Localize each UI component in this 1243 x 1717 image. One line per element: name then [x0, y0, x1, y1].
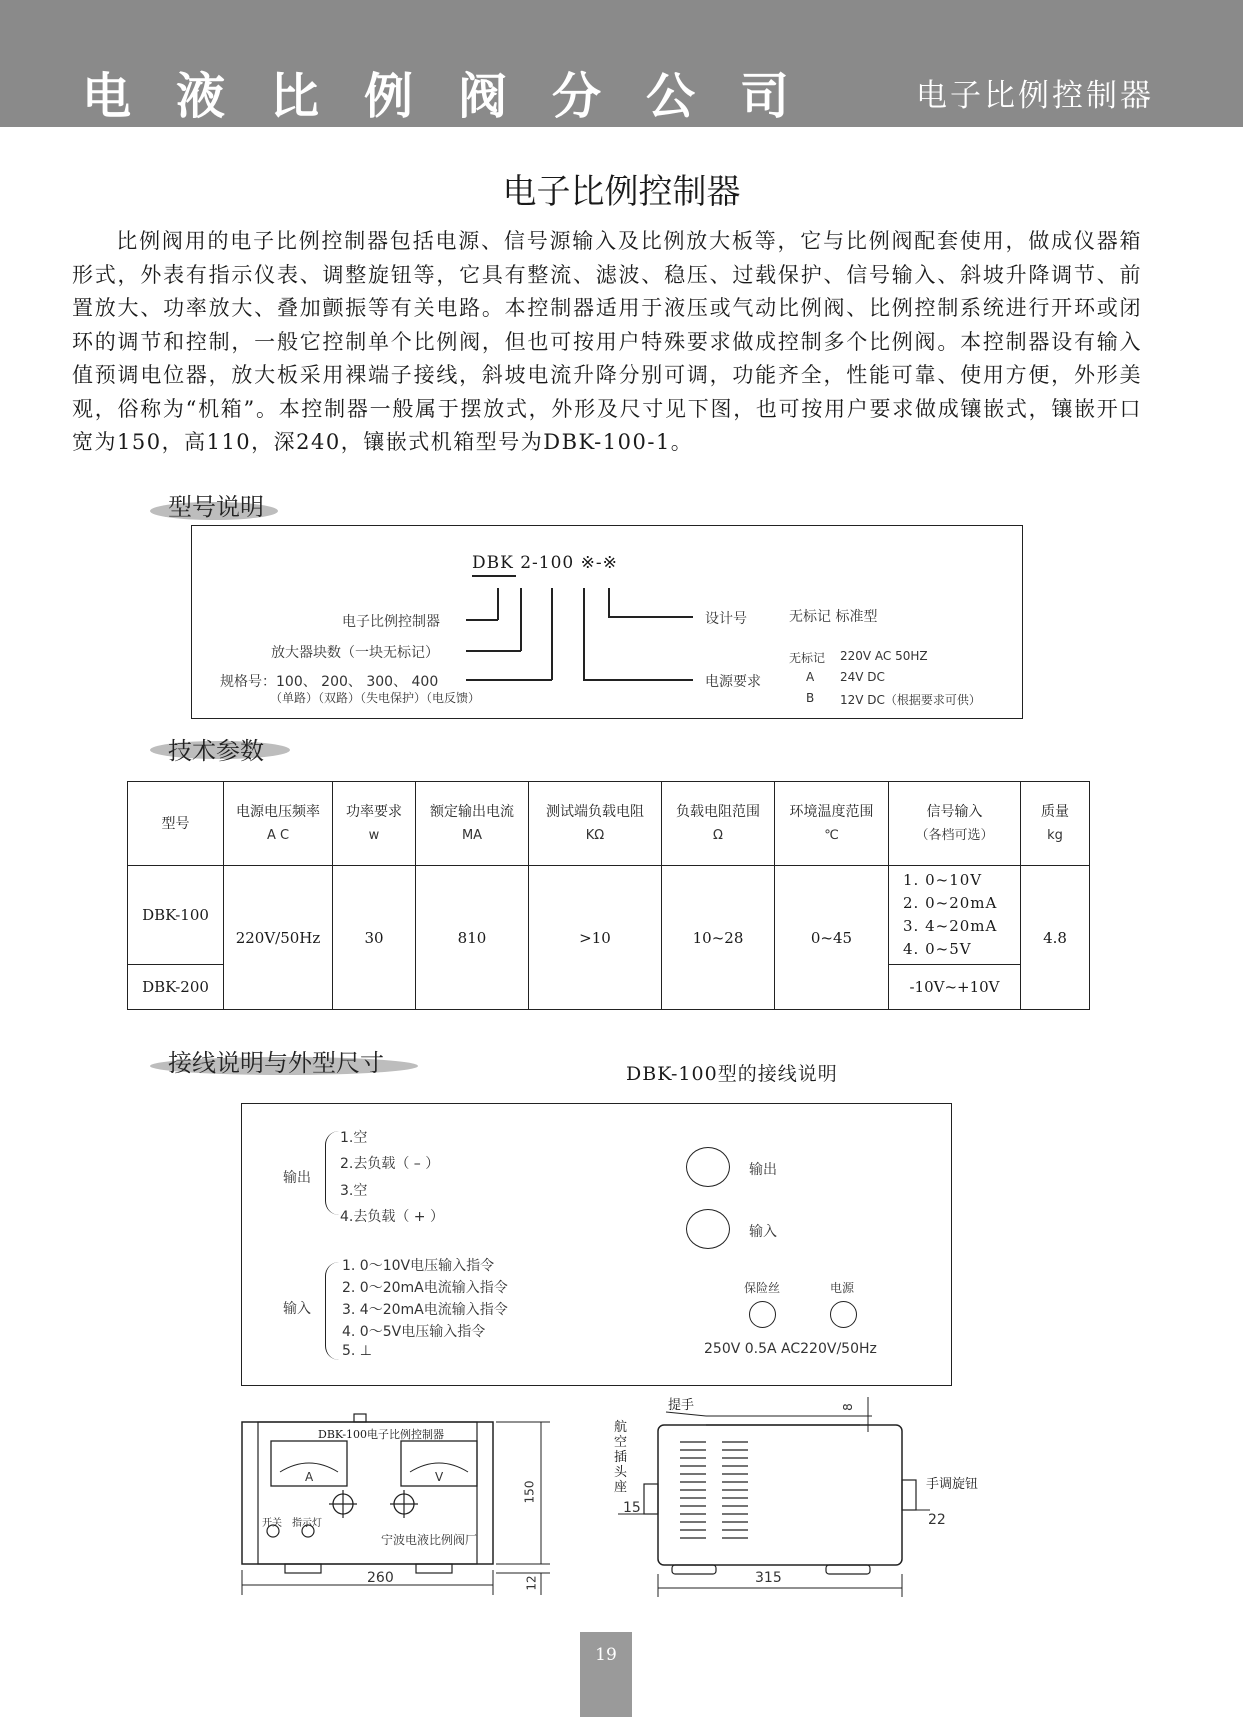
- power-cell: 30: [333, 866, 416, 1010]
- power-option-value: 12V DC（根据要求可供）: [840, 693, 981, 707]
- rating-text: 250V 0.5A AC220V/50Hz: [704, 1341, 877, 1357]
- model-cell: DBK-100: [128, 866, 224, 965]
- leader-line: [583, 588, 585, 680]
- power-option-code: B: [806, 691, 815, 705]
- side-width-dimension: 315: [755, 1570, 782, 1586]
- leader-line: [466, 679, 552, 681]
- output-item: 1.空: [340, 1130, 368, 1146]
- handle-label: 提手: [668, 1398, 695, 1413]
- leader-line: [520, 588, 522, 651]
- power-label: 电源要求: [705, 674, 761, 690]
- header-cell: 功率要求 w: [333, 782, 416, 866]
- test-resistance-cell: >10: [529, 866, 662, 1010]
- input-item: 4. 0～5V电压输入指令: [342, 1324, 486, 1340]
- model-cell: DBK-200: [128, 965, 224, 1010]
- model-item-controller: 电子比例控制器: [342, 614, 440, 630]
- output-socket-label: 输出: [749, 1162, 777, 1178]
- header-cell: 信号输入 （各档可选）: [889, 782, 1021, 866]
- design-value: 无标记 标准型: [789, 609, 878, 625]
- input-item: 5. ⊥: [342, 1343, 373, 1359]
- model-item-amplifier: 放大器块数（一块无标记）: [271, 645, 439, 661]
- header-cell: 型号: [128, 782, 224, 866]
- power-option-code: 无标记: [789, 651, 826, 665]
- side-handle-dimension: 8: [840, 1403, 855, 1411]
- header-cell: 质量 kg: [1021, 782, 1090, 866]
- side-plug-dimension: 15: [623, 1500, 641, 1516]
- power-label: 电源: [830, 1281, 855, 1295]
- leader-line: [583, 679, 693, 681]
- header-cell: 测试端负载电阻 KΩ: [529, 782, 662, 866]
- brand-title: 电液比例阀分公司: [82, 68, 835, 125]
- header-section-title: 电子比例控制器: [916, 78, 1154, 114]
- front-foot-dimension: 12: [524, 1575, 539, 1591]
- table-header-row: [128, 782, 1090, 866]
- intro-paragraph: [72, 225, 1142, 460]
- model-item-spec: 规格号：100、 200、 300、 400: [220, 674, 439, 690]
- leader-line: [466, 619, 498, 621]
- voltage-cell: 220V/50Hz: [224, 866, 333, 1010]
- current-cell: 810: [416, 866, 529, 1010]
- leader-line: [551, 588, 553, 680]
- front-width-dimension: 260: [367, 1570, 394, 1586]
- power-option-value: 220V AC 50HZ: [840, 649, 928, 663]
- output-item: 2.去负载（ – ）: [340, 1156, 440, 1172]
- section-label-wiring: 接线说明与外型尺寸: [168, 1049, 384, 1077]
- page-number: 19: [595, 1645, 617, 1665]
- meter-a-label: A: [305, 1470, 314, 1484]
- signal-option: 2. 0~20mA: [903, 894, 998, 912]
- front-height-dimension: 150: [522, 1480, 537, 1504]
- signal-option: 1. 0~10V: [903, 871, 983, 889]
- header-cell: 负载电阻范围 Ω: [662, 782, 775, 866]
- input-socket-label: 输入: [749, 1224, 777, 1240]
- maker-label: 宁波电液比例阀厂: [381, 1533, 478, 1547]
- switch-label: 开关: [262, 1518, 282, 1529]
- model-code: DBK 2-100 ※-※: [472, 553, 618, 573]
- tech-params-table: [127, 781, 1090, 1010]
- input-item: 2. 0～20mA电流输入指令: [342, 1280, 508, 1296]
- input-item: 1. 0～10V电压输入指令: [342, 1258, 495, 1274]
- knob-label: 手调旋钮: [926, 1477, 979, 1492]
- page-title: 电子比例控制器: [502, 172, 741, 212]
- input-socket-icon: [686, 1209, 730, 1249]
- leader-line: [608, 588, 610, 617]
- output-socket-icon: [686, 1147, 730, 1187]
- design-label: 设计号: [705, 611, 747, 627]
- leader-line: [466, 650, 521, 652]
- lamp-label: 指示灯: [292, 1518, 322, 1529]
- section-label-model: 型号说明: [168, 493, 264, 521]
- side-knob-dimension: 22: [928, 1512, 946, 1528]
- mass-cell: 4.8: [1021, 866, 1090, 1010]
- front-view-title: DBK-100电子比例控制器: [318, 1428, 445, 1441]
- fuse-icon: [749, 1301, 776, 1328]
- leader-line: [608, 616, 693, 618]
- plug-label: 航空插头座: [614, 1420, 628, 1495]
- power-option-value: 24V DC: [840, 670, 885, 684]
- meter-v-label: V: [435, 1470, 444, 1484]
- wiring-diagram-title: DBK-100型的接线说明: [626, 1063, 838, 1085]
- header-cell: 额定输出电流 MA: [416, 782, 529, 866]
- input-group-label: 输入: [283, 1301, 311, 1317]
- output-group-label: 输出: [283, 1170, 311, 1186]
- signal-option: 4. 0~5V: [903, 940, 972, 958]
- output-brace: [325, 1131, 340, 1215]
- intro-text: 比例阀用的电子比例控制器包括电源、信号源输入及比例放大板等，它与比例阀配套使用，做成仪器箱形式，外表有指示仪表、调整旋钮等，它具有整流、滤波、稳压、过载保护、信号输入、斜坡升降调节、前置放大、功率放大、叠加颤振等有关电路。本控制器适用于液压或气动比例阀、比例控制系统进行开环或闭环的调节和控制，一般它控制单个比例阀，但也可按用户特殊要求做成控制多个比例阀。本控制器设有输入值预调电位器，放大板采用裸端子接线，斜坡电流升降分别可调，功能齐全，性能可靠、使用方便，外形美观，俗称为“机箱”。本控制器一般属于摆放式，外形及尺寸见下图，也可按用户要求做成镶嵌式，镶嵌开口宽为150，高110，深240，镶嵌式机箱型号为DBK-100-1。: [72, 229, 1142, 454]
- output-item: 3.空: [340, 1183, 368, 1199]
- power-switch-icon: [830, 1301, 857, 1328]
- leader-line: [497, 588, 499, 620]
- model-spec-notes: （单路）（双路）（失电保护）（电反馈）: [270, 691, 481, 705]
- code-underline: [472, 575, 516, 577]
- input-item: 3. 4～20mA电流输入指令: [342, 1302, 508, 1318]
- header-cell: 电源电压频率 A C: [224, 782, 333, 866]
- signal-option: 3. 4~20mA: [903, 917, 998, 935]
- load-range-cell: 10~28: [662, 866, 775, 1010]
- table-row: [128, 866, 1090, 965]
- fuse-label: 保险丝: [744, 1281, 781, 1295]
- output-item: 4.去负载（ + ）: [340, 1209, 444, 1225]
- signal-cell: [889, 866, 1021, 965]
- signal-cell: -10V~+10V: [889, 965, 1021, 1010]
- input-brace: [325, 1262, 340, 1360]
- header-cell: 环境温度范围 ℃: [775, 782, 889, 866]
- temperature-cell: 0~45: [775, 866, 889, 1010]
- power-option-code: A: [806, 670, 815, 684]
- section-label-tech: 技术参数: [168, 737, 264, 765]
